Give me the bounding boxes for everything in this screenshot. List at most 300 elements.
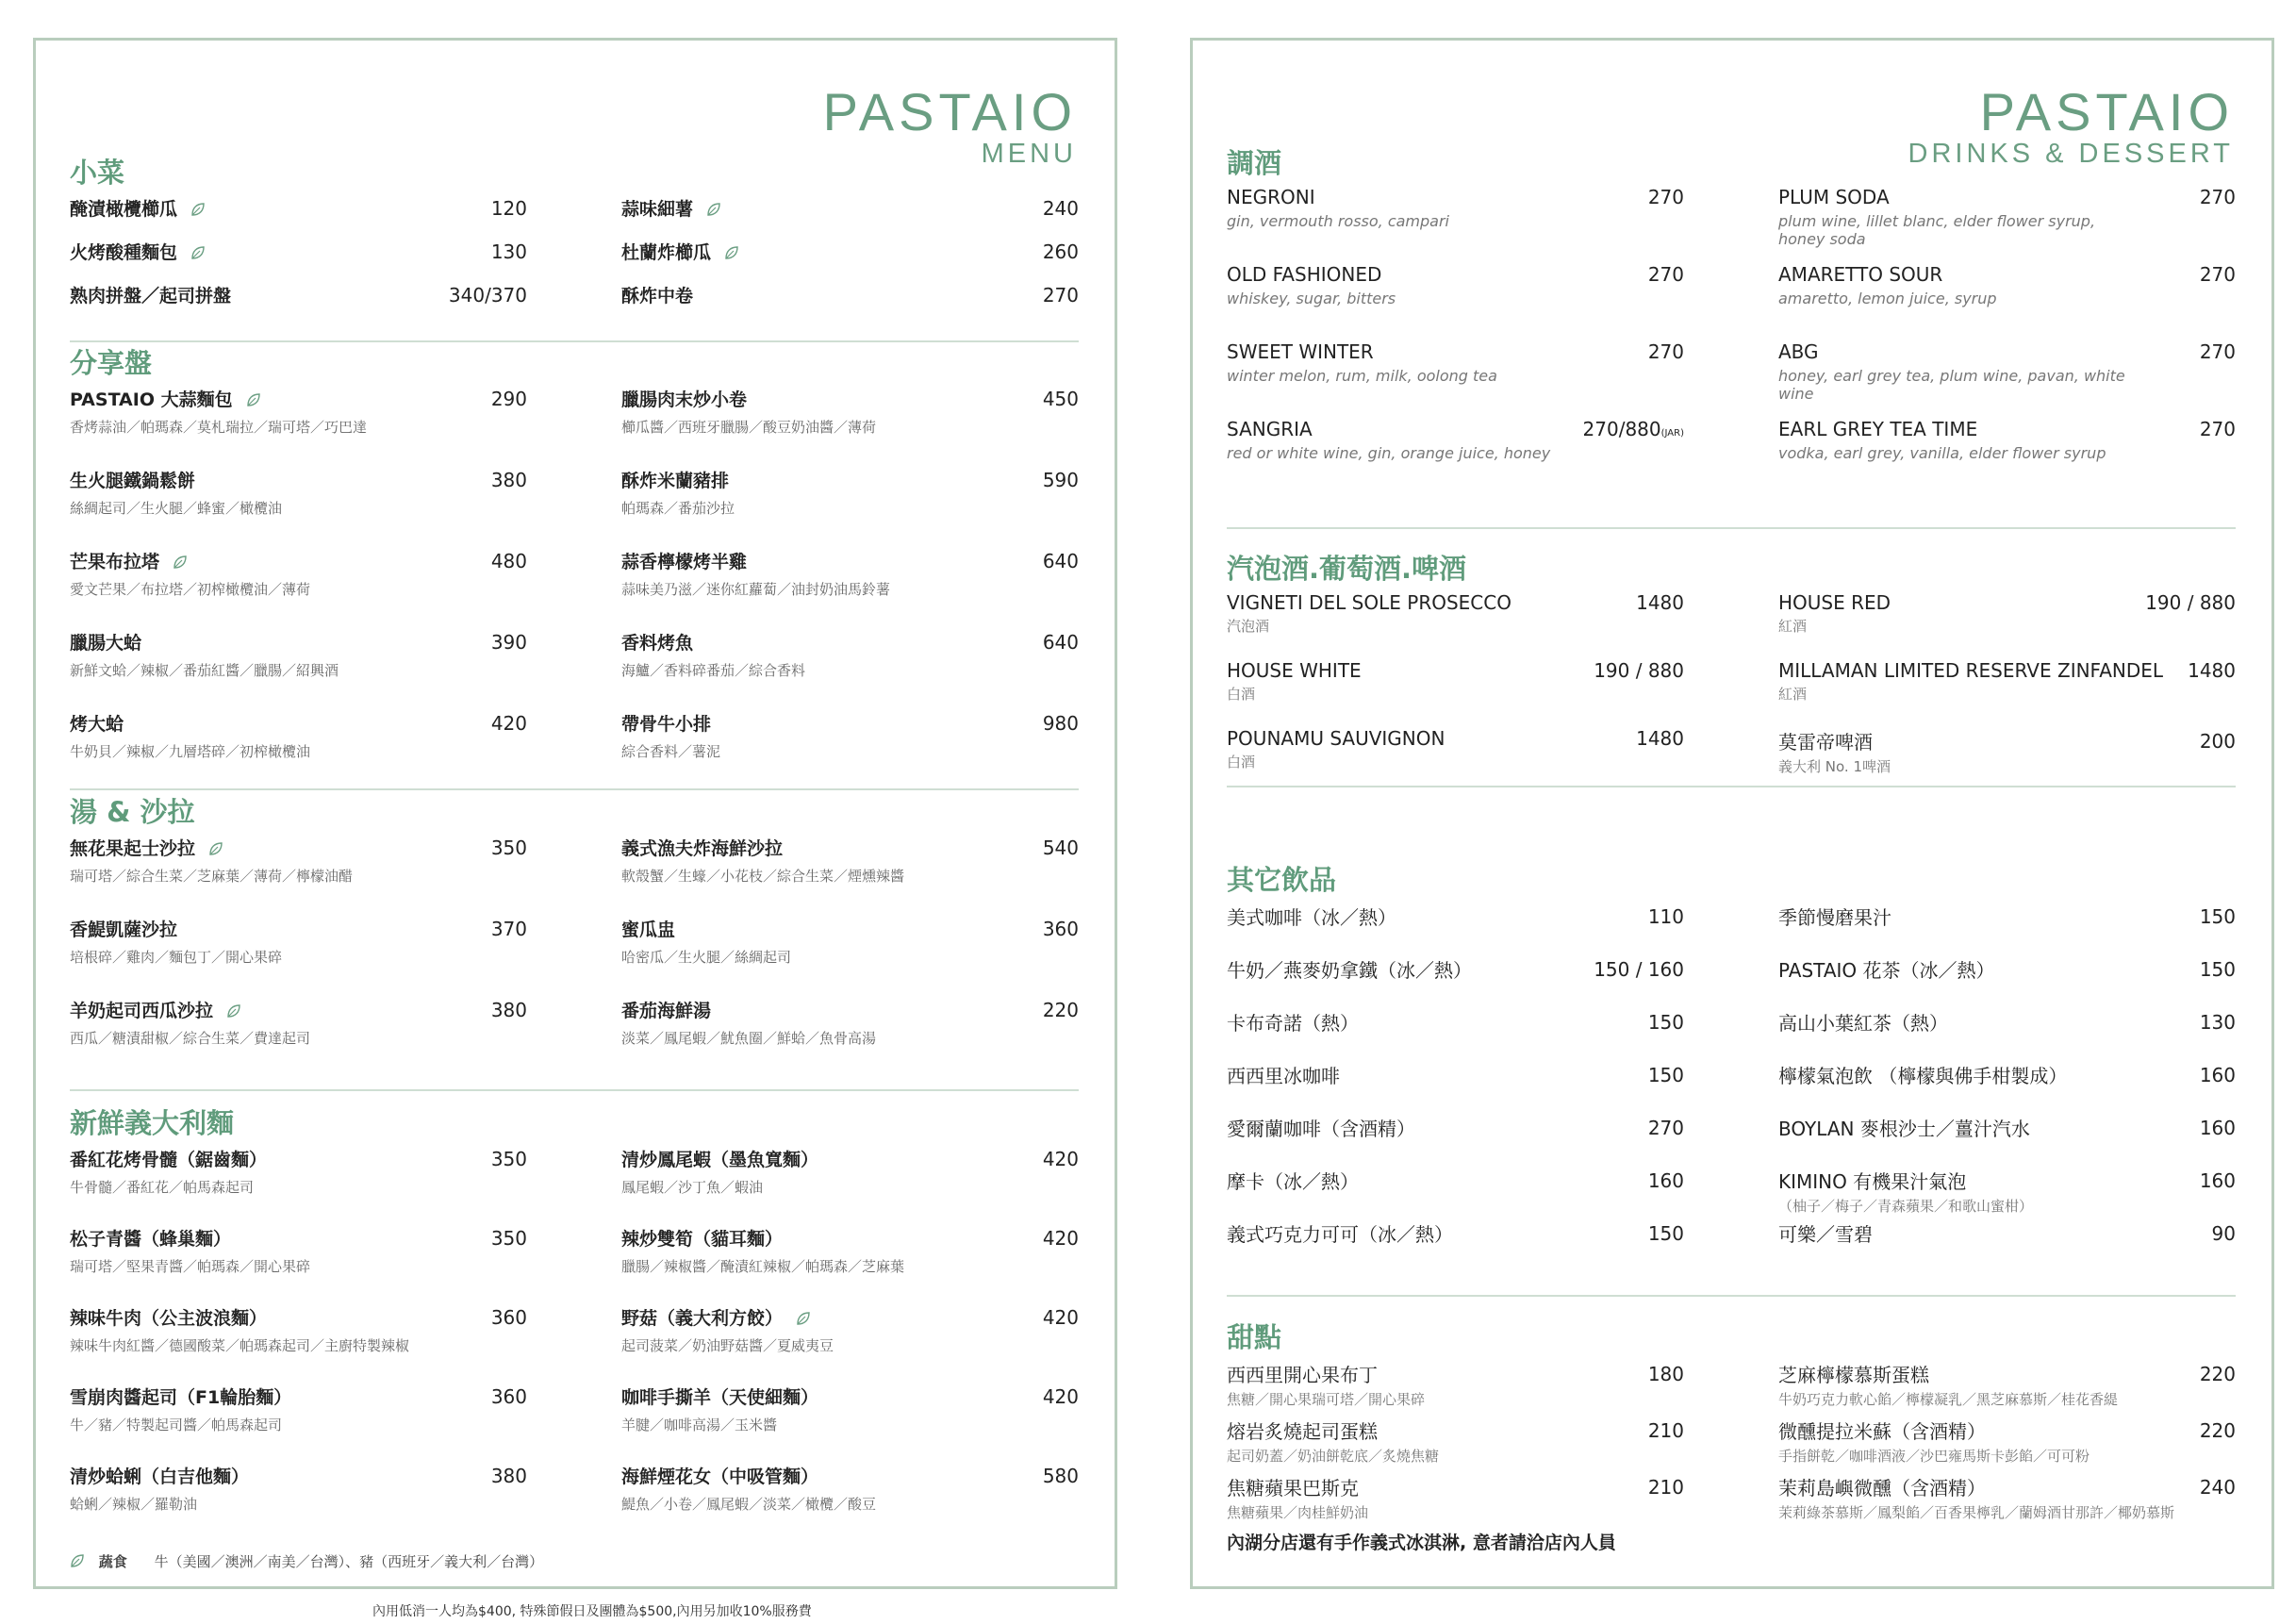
section-columns — [70, 386, 1079, 791]
menu-item-name: POUNAMU SAUVIGNON — [1227, 727, 1445, 750]
menu-item-head — [621, 629, 1079, 655]
menu-item-head — [1778, 591, 2236, 614]
menu-item-price — [2200, 1419, 2236, 1442]
menu-item — [621, 386, 1079, 467]
menu-item-description: （柚子／梅子／青森蘋果／和歌山蜜柑） — [1778, 1198, 2034, 1215]
menu-item-name: 醃漬橄欖櫛瓜 — [70, 199, 178, 220]
menu-item-price-value: 150 / 160 — [1594, 957, 1684, 981]
menu-item-name-wrap — [621, 239, 739, 264]
menu-item — [1227, 340, 1684, 418]
menu-item — [70, 997, 527, 1078]
menu-item-price-value: 350 — [490, 836, 527, 859]
menu-item — [1778, 1114, 2236, 1167]
menu-item-name: 愛爾蘭咖啡（含酒精） — [1227, 1118, 1415, 1140]
menu-item-price — [491, 1385, 527, 1408]
menu-item-head — [621, 1384, 1079, 1409]
menu-item-price-value: 150 — [2199, 904, 2236, 928]
menu-item-price-value: 590 — [1042, 468, 1079, 491]
menu-item-price-value: 220 — [2199, 1362, 2236, 1385]
menu-item-name: PASTAIO 大蒜麵包 — [70, 389, 233, 410]
menu-item-name: 蒜味細薯 — [621, 199, 694, 220]
menu-item — [621, 629, 1079, 710]
menu-item-description: 牛奶巧克力軟心餡／檸檬凝乳／黑芝麻慕斯／桂花香緹 — [1778, 1391, 2119, 1408]
menu-item-price — [1648, 1363, 1684, 1385]
menu-item-head — [621, 1225, 1079, 1251]
menu-item-head — [1778, 1417, 2236, 1444]
menu-item-description: 瑞可塔／堅果青醬／帕瑪森／開心果碎 — [70, 1258, 311, 1275]
menu-item-price — [2200, 905, 2236, 928]
menu-item-description: 牛奶貝／辣椒／九層塔碎／初榨橄欖油 — [70, 743, 311, 760]
menu-item-description: 義大利 No. 1啤酒 — [1778, 758, 1891, 775]
menu-item — [621, 282, 1079, 325]
menu-item-price-value: 150 — [2199, 957, 2236, 981]
menu-item-name: OLD FASHIONED — [1227, 263, 1382, 286]
menu-item-price-value: 640 — [1042, 549, 1079, 572]
section-columns — [1227, 1360, 2236, 1530]
leaf-icon — [190, 245, 206, 260]
leaf-icon — [70, 1553, 85, 1568]
menu-item-price — [1648, 340, 1684, 363]
menu-item-head — [621, 195, 1079, 221]
menu-item-price — [1043, 1148, 1079, 1170]
menu-item-name: NEGRONI — [1227, 186, 1315, 208]
menu-item-name: 火烤酸種麵包 — [70, 242, 178, 263]
menu-item-price — [1648, 1064, 1684, 1086]
menu-item-head — [1778, 1008, 2236, 1036]
menu-item-description: 鯷魚／小卷／鳳尾蝦／淡菜／橄欖／酸豆 — [621, 1496, 877, 1513]
menu-item-price-value: 180 — [1647, 1362, 1684, 1385]
menu-item-name: 義式巧克力可可（冰／熱） — [1227, 1223, 1453, 1246]
menu-item — [70, 1384, 527, 1463]
menu-item-head — [1778, 659, 2236, 682]
menu-item-description: 鳳尾蝦／沙丁魚／蝦油 — [621, 1179, 764, 1196]
menu-item-name: MILLAMAN LIMITED RESERVE ZINFANDEL — [1778, 659, 2164, 682]
menu-item-name: PASTAIO 花茶（冰／熱） — [1778, 959, 1995, 982]
menu-item-price-value: 220 — [2199, 1418, 2236, 1442]
menu-item-head — [1227, 659, 1684, 682]
menu-item-description: 軟殼蟹／生蠔／小花枝／綜合生菜／煙燻辣醬 — [621, 868, 905, 885]
menu-item-head — [1227, 1008, 1684, 1036]
minimum-charge-note: 內用低消一人均為$400, 特殊節假日及團體為$500,內用另加收10%服務費 — [372, 1604, 812, 1619]
menu-item-price — [1043, 197, 1079, 220]
menu-item-name: 雪崩肉醬起司（F1輪胎麵） — [70, 1387, 292, 1408]
menu-item-head — [621, 1146, 1079, 1171]
menu-section — [1227, 144, 2236, 495]
menu-item-price-value: 220 — [1042, 998, 1079, 1021]
menu-item-head — [621, 1304, 1079, 1330]
menu-item-description: 帕瑪森／番茄沙拉 — [621, 500, 735, 517]
menu-item — [1778, 1417, 2236, 1473]
menu-item — [1227, 659, 1684, 727]
menu-item-price — [2200, 730, 2236, 753]
menu-item-head — [70, 997, 527, 1022]
menu-item-description: 白酒 — [1227, 754, 1256, 771]
menu-item-price-value: 270 — [2199, 418, 2236, 440]
menu-item — [1778, 418, 2236, 495]
menu-item-name: 蜜瓜盅 — [621, 920, 676, 940]
menu-item-price-value: 420 — [1042, 1305, 1079, 1329]
menu-item-description: 起司菠菜／奶油野菇醬／夏威夷豆 — [621, 1337, 834, 1354]
menu-item-price-value: 130 — [2199, 1010, 2236, 1034]
veg-label: 蔬食 — [98, 1553, 127, 1570]
menu-item-head — [70, 1384, 527, 1409]
section-columns — [1227, 591, 2236, 795]
menu-item-head — [1227, 727, 1684, 750]
menu-item-name: 熟肉拼盤／起司拼盤 — [70, 286, 232, 307]
menu-item-name: 西西里開心果布丁 — [1227, 1364, 1378, 1386]
menu-item-price-value: 360 — [490, 1305, 527, 1329]
menu-item-price-value: 980 — [1042, 711, 1079, 735]
menu-item-price-value: 360 — [1042, 917, 1079, 940]
menu-item — [1227, 1061, 1684, 1114]
menu-item-description: 西瓜／糖漬甜椒／綜合生菜／費達起司 — [70, 1030, 311, 1047]
menu-item-price-value: 150 — [1647, 1010, 1684, 1034]
menu-column-left — [70, 835, 527, 1078]
menu-item-price-value: 130 — [490, 240, 527, 263]
menu-item-price-value: 150 — [1647, 1063, 1684, 1086]
menu-item-description: 白酒 — [1227, 686, 1256, 703]
menu-item-name: HOUSE WHITE — [1227, 659, 1362, 682]
menu-item-head — [70, 1304, 527, 1330]
menu-item-head — [1227, 955, 1684, 983]
section-columns — [1227, 903, 2236, 1272]
menu-item-price-value: 1480 — [1636, 727, 1684, 750]
menu-item-price-value: 160 — [2199, 1116, 2236, 1139]
menu-item-description: plum wine, lillet blanc, elder flower syrup, honey soda — [1778, 212, 2096, 248]
menu-item — [1778, 1219, 2236, 1272]
menu-item — [70, 835, 527, 916]
menu-item-price — [2200, 1476, 2236, 1499]
menu-item-price — [1636, 591, 1684, 614]
menu-item-price — [1043, 1306, 1079, 1329]
menu-item-name: 杜蘭炸櫛瓜 — [621, 242, 712, 263]
price-note: (JAR) — [1660, 428, 1684, 439]
menu-item-description: 蛤蜊／辣椒／羅勒油 — [70, 1496, 198, 1513]
menu-item-price — [1648, 1011, 1684, 1034]
menu-item-name: SWEET WINTER — [1227, 340, 1374, 363]
menu-item-head — [70, 548, 527, 573]
menu-item-description: 臘腸／辣椒醬／醃漬紅辣椒／帕瑪森／芝麻葉 — [621, 1258, 905, 1275]
menu-item — [70, 629, 527, 710]
menu-item — [1778, 591, 2236, 659]
menu-item — [1227, 1008, 1684, 1061]
menu-column-left — [70, 195, 527, 325]
menu-item — [1227, 1219, 1684, 1272]
menu-item — [621, 239, 1079, 282]
menu-item-price — [2200, 1363, 2236, 1385]
menu-item-head — [70, 1463, 527, 1488]
menu-item-head — [1227, 1114, 1684, 1141]
menu-item-description: 蒜味美乃滋／迷你紅蘿蔔／油封奶油馬鈴薯 — [621, 581, 891, 598]
menu-item — [621, 916, 1079, 997]
menu-item-head — [1227, 340, 1684, 363]
menu-item-name: 西西里冰咖啡 — [1227, 1065, 1340, 1087]
menu-item-name: 酥炸米蘭豬排 — [621, 471, 730, 491]
menu-item-name: KIMINO 有機果汁氣泡 — [1778, 1170, 1967, 1193]
drinks-dessert-page — [1190, 38, 2274, 1589]
menu-item-description: 哈密瓜／生火腿／絲綢起司 — [621, 949, 792, 966]
menu-item-price — [1648, 263, 1684, 286]
menu-item-price-value: 290 — [490, 387, 527, 410]
menu-item-price — [1648, 186, 1684, 208]
section-title: 湯 & 沙拉 — [70, 796, 195, 828]
menu-item — [1778, 955, 2236, 1008]
menu-item-price — [491, 1148, 527, 1170]
menu-item-price-value: 580 — [1042, 1464, 1079, 1487]
menu-item-price — [491, 631, 527, 654]
menu-item-price-value: 1480 — [1636, 591, 1684, 614]
menu-item-head — [70, 710, 527, 736]
menu-item — [621, 1384, 1079, 1463]
menu-item-name: VIGNETI DEL SOLE PROSECCO — [1227, 591, 1511, 614]
menu-item-name-wrap — [621, 195, 721, 221]
menu-item-description: 羊腱／咖啡高湯／玉米醬 — [621, 1417, 778, 1433]
menu-item-name-wrap — [70, 386, 261, 411]
menu-item-description: amaretto, lemon juice, syrup — [1778, 290, 1997, 307]
menu-item-price — [2145, 591, 2236, 614]
menu-item — [1227, 1417, 1684, 1473]
menu-item — [1227, 903, 1684, 955]
menu-item-price — [491, 388, 527, 410]
menu-item — [1778, 659, 2236, 727]
menu-item-price — [491, 197, 527, 220]
menu-item-head — [1778, 1219, 2236, 1247]
menu-item-description: 焦糖蘋果／肉桂鮮奶油 — [1227, 1504, 1369, 1521]
menu-item-name: BOYLAN 麥根沙士／薑汁汽水 — [1778, 1118, 2030, 1140]
menu-item-head — [621, 386, 1079, 411]
menu-item-head — [621, 548, 1079, 573]
menu-item-price — [2200, 1011, 2236, 1034]
menu-item-price — [1043, 918, 1079, 940]
menu-item-head — [621, 835, 1079, 860]
menu-item-head — [1778, 1167, 2236, 1194]
menu-item-price-value: 270 — [1042, 283, 1079, 307]
menu-item-description: 焦糖／開心果瑞可塔／開心果碎 — [1227, 1391, 1426, 1408]
menu-item-price-value: 380 — [490, 468, 527, 491]
menu-item-name: 美式咖啡（冰／熱） — [1227, 906, 1396, 929]
menu-item-head — [70, 835, 527, 860]
menu-item-price-value: 160 — [1647, 1168, 1684, 1192]
menu-item-price — [1043, 284, 1079, 307]
menu-column-left — [1227, 591, 1684, 795]
menu-item-name: 高山小葉紅茶（熱） — [1778, 1012, 1948, 1035]
menu-section — [1227, 1318, 2236, 1530]
menu-item-price — [2188, 659, 2236, 682]
menu-section — [70, 1104, 1079, 1542]
menu-item-price-value: 350 — [490, 1226, 527, 1250]
menu-item-price-value: 270 — [2199, 186, 2236, 208]
menu-item-description: gin, vermouth rosso, campari — [1227, 212, 1449, 230]
menu-item-head — [1778, 263, 2236, 286]
menu-item-price-value: 270/880 — [1582, 418, 1661, 440]
menu-item-price-value: 160 — [2199, 1168, 2236, 1192]
menu-item — [621, 997, 1079, 1078]
menu-item-name: 帶骨牛小排 — [621, 714, 712, 735]
menu-item — [1778, 1360, 2236, 1417]
menu-item — [1778, 1008, 2236, 1061]
menu-item-price — [2200, 263, 2236, 286]
section-title: 新鮮義大利麵 — [70, 1107, 235, 1139]
menu-item-name: 莫雷帝啤酒 — [1778, 731, 1873, 754]
menu-item-price — [2200, 1117, 2236, 1139]
menu-item-name: EARL GREY TEA TIME — [1778, 418, 1978, 440]
section-title: 分享盤 — [70, 347, 153, 379]
menu-item-price-value: 360 — [490, 1384, 527, 1408]
section-divider — [70, 1089, 1079, 1091]
menu-item-head — [621, 239, 1079, 264]
menu-item-price — [491, 469, 527, 491]
brand-subtitle: DRINKS & DESSERT — [1908, 139, 2234, 169]
menu-item — [1227, 955, 1684, 1008]
menu-item-description: red or white wine, gin, orange juice, honey — [1227, 444, 1551, 462]
menu-item-price — [2200, 1169, 2236, 1192]
menu-section — [70, 793, 1079, 1078]
menu-item-head — [1227, 1167, 1684, 1194]
menu-item-name: 野菇（義大利方餃） — [621, 1308, 784, 1329]
menu-column-left — [1227, 1360, 1684, 1530]
menu-item-head — [70, 239, 527, 264]
menu-item-price — [491, 712, 527, 735]
menu-section — [1227, 550, 2236, 795]
menu-item — [1778, 903, 2236, 955]
menu-item-head — [70, 386, 527, 411]
menu-column-right — [621, 835, 1079, 1078]
menu-item-head — [1227, 903, 1684, 930]
leaf-icon — [208, 841, 223, 856]
menu-item-head — [1227, 1473, 1684, 1500]
menu-section — [70, 154, 1079, 325]
menu-item-description: 培根碎／雞肉／麵包丁／開心果碎 — [70, 949, 283, 966]
menu-item — [621, 195, 1079, 239]
menu-item-price — [491, 550, 527, 572]
menu-item-head — [1227, 1360, 1684, 1387]
menu-item — [70, 548, 527, 629]
leaf-icon — [190, 202, 206, 217]
menu-item-name: AMARETTO SOUR — [1778, 263, 1943, 286]
menu-item-price — [1043, 1385, 1079, 1408]
menu-column-left — [1227, 903, 1684, 1272]
leaf-icon — [706, 202, 721, 217]
brand-name: PASTAIO — [1979, 82, 2234, 141]
menu-item — [70, 467, 527, 548]
menu-item-name: 番茄海鮮湯 — [621, 1001, 712, 1021]
menu-item-price-value: 420 — [490, 711, 527, 735]
menu-column-right — [1778, 591, 2236, 795]
menu-item-name: 清炒鳳尾蝦（墨魚寬麵） — [621, 1150, 819, 1170]
menu-item-price — [1583, 418, 1684, 440]
menu-item-name-wrap — [70, 997, 241, 1022]
menu-item-head — [621, 467, 1079, 492]
menu-item-head — [1227, 591, 1684, 614]
menu-item-description: winter melon, rum, milk, oolong tea — [1227, 367, 1497, 385]
menu-item-price-value: 1480 — [2188, 659, 2236, 682]
section-divider — [70, 788, 1079, 790]
menu-item-price-value: 270 — [2199, 263, 2236, 286]
section-title: 小菜 — [70, 157, 125, 189]
menu-item-price — [1043, 550, 1079, 572]
menu-item-price — [1043, 999, 1079, 1021]
section-title: 甜點 — [1227, 1321, 1282, 1353]
menu-item-price — [1648, 905, 1684, 928]
menu-item-head — [70, 467, 527, 492]
menu-item-price-value: 270 — [1647, 1116, 1684, 1139]
menu-column-right — [621, 1146, 1079, 1542]
menu-item — [621, 1146, 1079, 1225]
menu-item-name: 酥炸中卷 — [621, 286, 694, 307]
menu-item — [1778, 263, 2236, 340]
menu-item-price-value: 450 — [1042, 387, 1079, 410]
menu-item-description: whiskey, sugar, bitters — [1227, 290, 1396, 307]
menu-item-name: 芒果布拉塔 — [70, 552, 160, 572]
menu-item-price-value: 190 / 880 — [2145, 591, 2236, 614]
leaf-icon — [724, 245, 739, 260]
menu-item-price — [1043, 712, 1079, 735]
menu-item-price — [2200, 958, 2236, 981]
menu-item-price — [1594, 659, 1684, 682]
food-menu-page — [33, 38, 1117, 1589]
menu-item-price-value: 210 — [1647, 1475, 1684, 1499]
menu-item-price — [491, 837, 527, 859]
menu-item-name-wrap — [621, 1304, 811, 1330]
menu-column-right — [1778, 903, 2236, 1272]
menu-item-head — [1778, 1114, 2236, 1141]
menu-item-price — [1043, 1465, 1079, 1487]
menu-item — [70, 239, 527, 282]
menu-item-price-value: 210 — [1647, 1418, 1684, 1442]
menu-item-price-value: 370 — [490, 917, 527, 940]
menu-item-description: 絲綢起司／生火腿／蜂蜜／橄欖油 — [70, 500, 283, 517]
menu-item-name: 香鯷凱薩沙拉 — [70, 920, 178, 940]
menu-item-price-value: 380 — [490, 1464, 527, 1487]
leaf-icon — [246, 392, 261, 407]
menu-item — [621, 548, 1079, 629]
menu-item-price — [491, 999, 527, 1021]
menu-item — [70, 1463, 527, 1542]
menu-item-price — [491, 240, 527, 263]
menu-item-price — [1043, 469, 1079, 491]
menu-item-description: 綜合香料／薯泥 — [621, 743, 721, 760]
menu-item — [70, 195, 527, 239]
menu-item-name: 無花果起士沙拉 — [70, 838, 196, 859]
menu-item-head — [1227, 186, 1684, 208]
menu-item-head — [621, 916, 1079, 941]
menu-item — [1227, 1167, 1684, 1219]
menu-item-head — [70, 282, 527, 307]
menu-item-name: ABG — [1778, 340, 1819, 363]
menu-item-price — [1648, 1476, 1684, 1499]
menu-item-head — [621, 710, 1079, 736]
menu-item-price-value: 240 — [2199, 1475, 2236, 1499]
menu-item-name: PLUM SODA — [1778, 186, 1890, 208]
section-divider — [1227, 786, 2236, 787]
menu-column-right — [621, 195, 1079, 325]
menu-item-name: 清炒蛤蜊（白吉他麵） — [70, 1467, 250, 1487]
menu-item-price-value: 260 — [1042, 240, 1079, 263]
menu-item-price — [1043, 837, 1079, 859]
menu-item-price — [1043, 240, 1079, 263]
menu-item-price-value: 150 — [1647, 1221, 1684, 1245]
menu-item-name: 海鮮煙花女（中吸管麵） — [621, 1467, 819, 1487]
menu-item-price-value: 350 — [490, 1147, 527, 1170]
menu-item-name: 臘腸肉末炒小卷 — [621, 389, 748, 410]
menu-item-price — [1648, 1169, 1684, 1192]
menu-item-name: 熔岩炙燒起司蛋糕 — [1227, 1420, 1378, 1443]
menu-item-name: HOUSE RED — [1778, 591, 1891, 614]
menu-item-price-value: 240 — [1042, 196, 1079, 220]
menu-item-price — [2200, 340, 2236, 363]
menu-item-price — [491, 1465, 527, 1487]
menu-item-head — [1778, 955, 2236, 983]
